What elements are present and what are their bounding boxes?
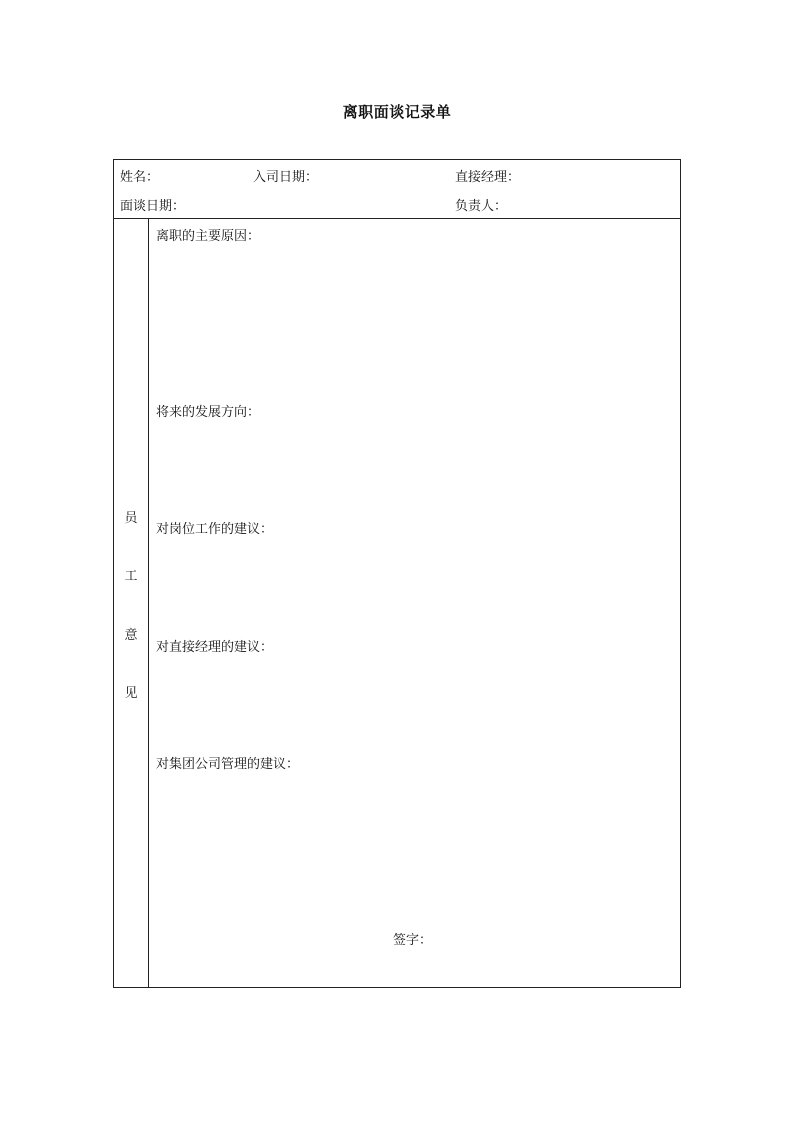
future-direction-prompt: 将来的发展方向： bbox=[156, 405, 261, 420]
employee-opinion-label-column bbox=[114, 219, 149, 987]
employee-opinion-content bbox=[149, 219, 680, 987]
exit-interview-form bbox=[113, 159, 681, 988]
vertical-label-char: 工 bbox=[124, 569, 138, 584]
job-suggestion-prompt: 对岗位工作的建议： bbox=[156, 522, 274, 537]
interview-date-label: 面谈日期： bbox=[120, 199, 186, 214]
group-management-suggestion-prompt: 对集团公司管理的建议： bbox=[156, 757, 300, 772]
person-in-charge-label: 负责人： bbox=[455, 199, 508, 214]
signature-label: 签字： bbox=[393, 933, 433, 948]
name-label: 姓名： bbox=[120, 170, 160, 185]
vertical-label-char: 意 bbox=[124, 628, 138, 643]
entry-date-label: 入司日期： bbox=[253, 170, 319, 185]
page-title: 离职面谈记录单 bbox=[342, 103, 452, 121]
manager-suggestion-prompt: 对直接经理的建议： bbox=[156, 640, 274, 655]
main-reason-prompt: 离职的主要原因： bbox=[156, 229, 261, 244]
vertical-label-char: 员 bbox=[124, 511, 138, 526]
vertical-label-char: 见 bbox=[124, 686, 138, 701]
form-header bbox=[114, 160, 680, 219]
direct-manager-label: 直接经理： bbox=[455, 170, 521, 185]
